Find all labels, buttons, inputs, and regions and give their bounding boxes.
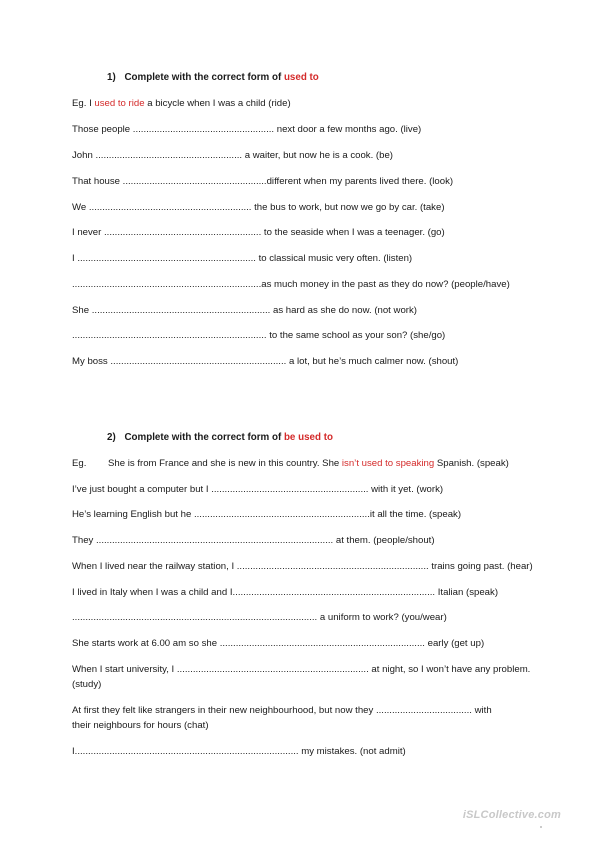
watermark-logo: iSLCollective.com bbox=[462, 809, 561, 821]
exercise1-sentence-4: We ............................................................. the bus to work, but now we go by car. (take) bbox=[72, 202, 445, 213]
example-highlight: used to ride bbox=[94, 98, 145, 109]
example2-prefix: She is from France and she is new in this country. She bbox=[108, 458, 342, 469]
exercise1-sentence-10: My boss .................................................................. a lot, but he’s much calmer now. (shout) bbox=[72, 356, 459, 367]
exercise2-sentence-8-continued: (study) bbox=[72, 679, 102, 690]
example2-label: Eg. bbox=[72, 458, 87, 469]
example-suffix: a bicycle when I was a child (ride) bbox=[144, 98, 291, 109]
exercise2-sentence-9-continued: their neighbours for hours (chat) bbox=[72, 720, 209, 731]
exercise2-sentence-6: ............................................................................................ a uniform to work? (you/wear) bbox=[72, 612, 447, 623]
section1-number: 1) bbox=[107, 72, 116, 83]
section2-number: 2) bbox=[107, 432, 116, 443]
exercise1-sentence-3: That house ......................................................different when my parents lived there. (look) bbox=[72, 176, 454, 187]
exercise2-sentence-4: When I lived near the railway station, I ........................................................................ trains going past. (hear) bbox=[72, 561, 533, 572]
example2-suffix: Spanish. (speak) bbox=[434, 458, 509, 469]
section2-heading-highlight: be used to bbox=[283, 432, 333, 443]
section1-heading-text: Complete with the correct form of bbox=[124, 72, 284, 83]
exercise1-sentence-6: I ................................................................... to classical music very often. (listen) bbox=[72, 253, 413, 264]
section1-heading-highlight: used to bbox=[283, 72, 319, 83]
section2-heading-text: Complete with the correct form of bbox=[124, 432, 284, 443]
exercise2-sentence-2: He’s learning English but he ..................................................................it all the time. (speak) bbox=[72, 509, 462, 520]
exercise1-sentence-5: I never ........................................................... to the seaside when I was a teenager. (go) bbox=[72, 227, 445, 238]
section2-heading bbox=[107, 432, 333, 444]
exercise2-sentence-7: She starts work at 6.00 am so she ............................................................................. early (get up) bbox=[72, 638, 485, 649]
example2-highlight: isn’t used to speaking bbox=[341, 458, 435, 469]
example2-sentence bbox=[108, 458, 509, 470]
exercise2-sentence-5: I lived in Italy when I was a child and I............................................................................ Italian (speak) bbox=[72, 587, 499, 598]
section2-example bbox=[72, 458, 509, 470]
exercise2-sentence-8: When I start university, I ........................................................................ at night, so I won’t have any problem. bbox=[72, 664, 531, 675]
watermark-dot bbox=[540, 826, 542, 828]
exercise2-sentence-10: I.................................................................................... my mistakes. (not admit) bbox=[72, 746, 406, 757]
exercise1-sentence-2: John ....................................................... a waiter, but now he is a cook. (be) bbox=[72, 150, 393, 161]
exercise1-sentence-9: ......................................................................... to the same school as your son? (she/go) bbox=[72, 330, 446, 341]
section1-example bbox=[72, 98, 291, 110]
example-prefix: Eg. I bbox=[72, 98, 95, 109]
exercise1-sentence-1: Those people ..................................................... next door a few months ago. (live) bbox=[72, 124, 422, 135]
exercise1-sentence-7: .......................................................................as much money in the past as they do now? (people/have) bbox=[72, 279, 510, 290]
exercise1-sentence-8: She ................................................................... as hard as she do now. (not work) bbox=[72, 305, 417, 316]
section1-heading bbox=[107, 72, 319, 84]
exercise2-sentence-1: I’ve just bought a computer but I ........................................................... with it yet. (work) bbox=[72, 484, 444, 495]
exercise2-sentence-9: At first they felt like strangers in their new neighbourhood, but now they .................................... with bbox=[72, 705, 492, 716]
exercise2-sentence-3: They ......................................................................................... at them. (people/shout) bbox=[72, 535, 435, 546]
